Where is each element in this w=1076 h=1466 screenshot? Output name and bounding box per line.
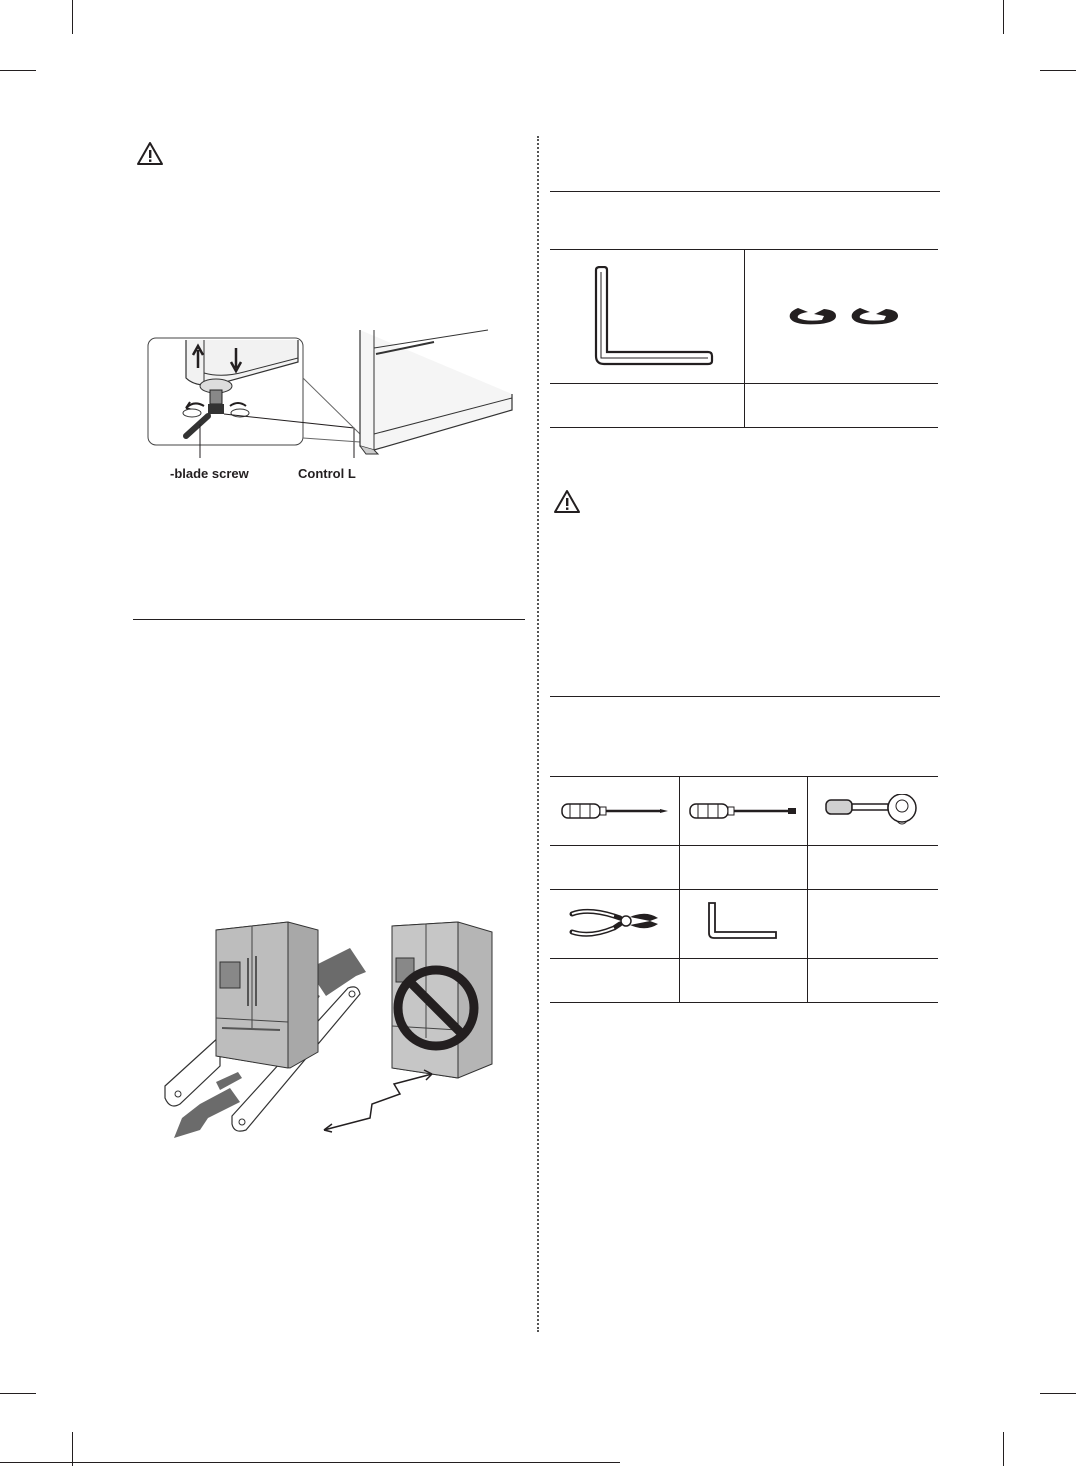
crop-mark-bottom-left-vertical [72, 1432, 73, 1466]
crop-mark-top-left-vertical [72, 0, 73, 34]
crop-mark-bottom-right-horizontal [1040, 1393, 1076, 1394]
leveling-foot-figure [146, 328, 522, 460]
control-label: Control L [298, 466, 356, 481]
crop-mark-top-left-horizontal [0, 70, 36, 71]
screw-label: -blade screw [170, 466, 249, 481]
hex-wrench-icon [590, 266, 716, 370]
tools-table-rule-1 [550, 776, 938, 777]
right-section-rule-1 [550, 191, 940, 192]
socket-wrench-icon [822, 794, 922, 830]
left-section-rule [133, 619, 525, 620]
e-ring-clips-icon [784, 304, 908, 330]
parts-table-divider [744, 249, 745, 427]
warning-triangle-icon [136, 141, 164, 167]
moving-refrigerator-figure [160, 918, 500, 1142]
crop-mark-bottom-left-horizontal [0, 1393, 36, 1394]
tools-table-rule-5 [550, 1002, 938, 1003]
flat-blade-screwdriver-icon [688, 800, 800, 822]
crop-mark-top-right-vertical [1003, 0, 1004, 34]
right-section-rule-2 [550, 696, 940, 697]
crop-mark-top-right-horizontal [1040, 70, 1076, 71]
phillips-screwdriver-icon [560, 800, 670, 822]
tools-table-divider-1 [679, 776, 680, 1002]
crop-mark-bottom-right-vertical [1003, 1432, 1004, 1466]
tools-table-divider-2 [807, 776, 808, 1002]
column-divider [537, 136, 539, 1332]
tools-table-rule-2 [550, 845, 938, 846]
warning-triangle-icon-right [553, 489, 581, 515]
parts-table-bottom-rule [550, 427, 938, 428]
bottom-slug-line [0, 1462, 620, 1463]
tools-table-rule-4 [550, 958, 938, 959]
pliers-icon [568, 904, 662, 942]
tools-table-rule-3 [550, 889, 938, 890]
allen-key-icon [706, 900, 780, 944]
